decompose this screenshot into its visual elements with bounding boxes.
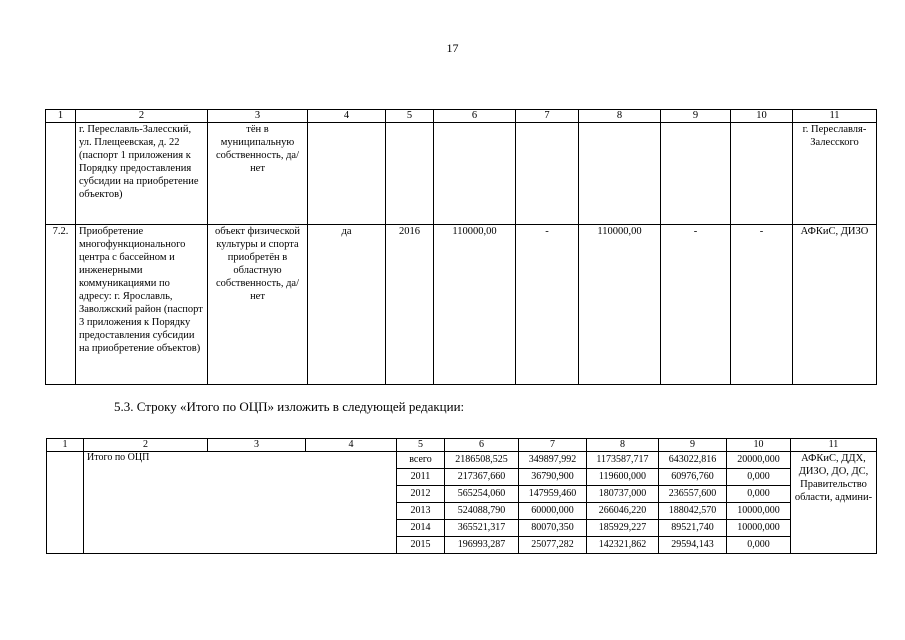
column-number: 2 bbox=[84, 439, 208, 452]
column-number: 1 bbox=[47, 439, 84, 452]
column-number: 6 bbox=[445, 439, 519, 452]
column-number: 7 bbox=[519, 439, 587, 452]
cell-federal: - bbox=[516, 225, 579, 385]
cell-total: 524088,790 bbox=[445, 503, 519, 520]
cell-regional bbox=[579, 123, 661, 225]
cell-activity-name: Приобретение многофункционального центра с бассейном и инженерными коммуникациями по адресу: г. Ярославль, Заволжский район (паспорт 3 приложения к Порядку предоставления субсидии на приобретение объектов) bbox=[76, 225, 208, 385]
cell-regional: 110000,00 bbox=[579, 225, 661, 385]
cell-other: 0,000 bbox=[727, 469, 791, 486]
cell-other: 20000,000 bbox=[727, 452, 791, 469]
column-number: 8 bbox=[579, 110, 661, 123]
cell-year: 2012 bbox=[397, 486, 445, 503]
cell-indicator: тён в муниципальную собственность, да/нет bbox=[208, 123, 308, 225]
column-number: 3 bbox=[208, 439, 306, 452]
column-number: 8 bbox=[587, 439, 659, 452]
cell-local: 643022,816 bbox=[659, 452, 727, 469]
cell-other: 10000,000 bbox=[727, 520, 791, 537]
cell-total: 110000,00 bbox=[434, 225, 516, 385]
table-row-continuation bbox=[46, 123, 877, 225]
cell-federal: 60000,000 bbox=[519, 503, 587, 520]
program-table-continued bbox=[45, 109, 877, 385]
page-number: 17 bbox=[446, 41, 459, 55]
table-row-7-2 bbox=[46, 225, 877, 385]
cell-value: да bbox=[308, 225, 386, 385]
cell-federal: 349897,992 bbox=[519, 452, 587, 469]
cell-item-number: 7.2. bbox=[46, 225, 76, 385]
cell-value bbox=[308, 123, 386, 225]
section-heading: 5.3. Строку «Итого по ОЦП» изложить в следующей редакции: bbox=[114, 399, 465, 414]
column-number: 11 bbox=[791, 439, 877, 452]
cell-other: 0,000 bbox=[727, 537, 791, 554]
column-number: 5 bbox=[397, 439, 445, 452]
cell-local: 60976,760 bbox=[659, 469, 727, 486]
cell-total: 2186508,525 bbox=[445, 452, 519, 469]
cell-total-label: Итого по ОЦП bbox=[84, 452, 397, 554]
column-number: 10 bbox=[731, 110, 793, 123]
column-number: 9 bbox=[659, 439, 727, 452]
cell-federal: 80070,350 bbox=[519, 520, 587, 537]
column-number: 1 bbox=[46, 110, 76, 123]
cell-total bbox=[434, 123, 516, 225]
cell-local: - bbox=[661, 225, 731, 385]
cell-local: 89521,740 bbox=[659, 520, 727, 537]
cell-activity-name: г. Переславль-Залесский, ул. Плещеевская, д. 22 (паспорт 1 приложения к Порядку предоставления субсидии на приобретение объектов) bbox=[76, 123, 208, 225]
cell-local: 188042,570 bbox=[659, 503, 727, 520]
cell-executors: АФКиС, ДДХ, ДИЗО, ДО, ДС, Правительство области, админи- bbox=[791, 452, 877, 554]
cell-regional: 1173587,717 bbox=[587, 452, 659, 469]
cell-federal: 25077,282 bbox=[519, 537, 587, 554]
cell-regional: 266046,220 bbox=[587, 503, 659, 520]
cell-federal: 36790,900 bbox=[519, 469, 587, 486]
cell-year: 2013 bbox=[397, 503, 445, 520]
cell-regional: 185929,227 bbox=[587, 520, 659, 537]
cell-other: 10000,000 bbox=[727, 503, 791, 520]
cell-indicator: объект физической культуры и спорта приобретён в областную собственность, да/ нет bbox=[208, 225, 308, 385]
cell-regional: 142321,862 bbox=[587, 537, 659, 554]
cell-federal: 147959,460 bbox=[519, 486, 587, 503]
table-row bbox=[47, 452, 877, 469]
cell-year: 2014 bbox=[397, 520, 445, 537]
cell-executor: АФКиС, ДИЗО bbox=[793, 225, 877, 385]
cell-total: 365521,317 bbox=[445, 520, 519, 537]
cell-regional: 180737,000 bbox=[587, 486, 659, 503]
cell-other bbox=[731, 123, 793, 225]
column-number: 11 bbox=[793, 110, 877, 123]
cell-year: 2016 bbox=[386, 225, 434, 385]
cell-local bbox=[661, 123, 731, 225]
column-number: 7 bbox=[516, 110, 579, 123]
cell-total: 565254,060 bbox=[445, 486, 519, 503]
column-number: 10 bbox=[727, 439, 791, 452]
cell-local: 29594,143 bbox=[659, 537, 727, 554]
cell-year: 2015 bbox=[397, 537, 445, 554]
column-number: 4 bbox=[308, 110, 386, 123]
cell-year: всего bbox=[397, 452, 445, 469]
column-number: 9 bbox=[661, 110, 731, 123]
cell-total: 196993,287 bbox=[445, 537, 519, 554]
column-number: 5 bbox=[386, 110, 434, 123]
cell-year bbox=[386, 123, 434, 225]
table-header-row bbox=[46, 110, 877, 123]
cell-item-number bbox=[46, 123, 76, 225]
column-number: 3 bbox=[208, 110, 308, 123]
cell-total: 217367,660 bbox=[445, 469, 519, 486]
cell-federal bbox=[516, 123, 579, 225]
cell-item-number bbox=[47, 452, 84, 554]
column-number: 6 bbox=[434, 110, 516, 123]
cell-local: 236557,600 bbox=[659, 486, 727, 503]
table-header-row bbox=[47, 439, 877, 452]
cell-executor: г. Переславля-Залесского bbox=[793, 123, 877, 225]
column-number: 2 bbox=[76, 110, 208, 123]
cell-year: 2011 bbox=[397, 469, 445, 486]
ocp-total-table bbox=[46, 438, 877, 554]
cell-regional: 119600,000 bbox=[587, 469, 659, 486]
column-number: 4 bbox=[306, 439, 397, 452]
cell-other: 0,000 bbox=[727, 486, 791, 503]
cell-other: - bbox=[731, 225, 793, 385]
